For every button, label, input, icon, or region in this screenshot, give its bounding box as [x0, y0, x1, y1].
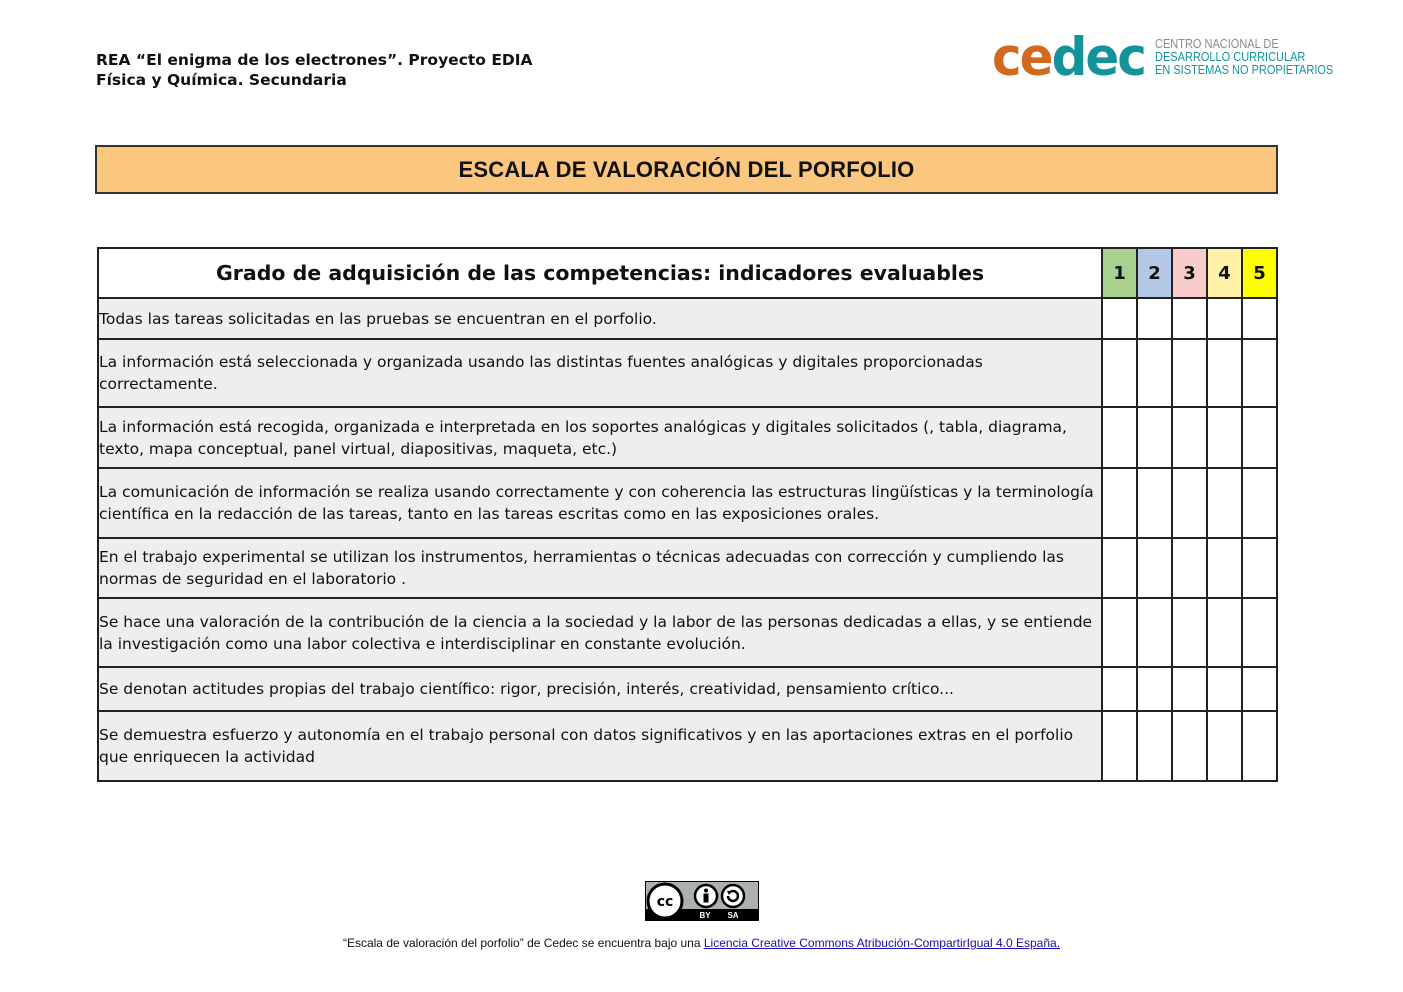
score-cell-4[interactable]	[1207, 711, 1242, 781]
score-header-1: 1	[1102, 248, 1137, 298]
indicators-header: Grado de adquisición de las competencias: indicadores evaluables	[98, 248, 1102, 298]
score-cell-4[interactable]	[1207, 667, 1242, 711]
logo-subtitle-line: CENTRO NACIONAL DE	[1154, 36, 1279, 51]
score-cell-5[interactable]	[1242, 298, 1277, 339]
score-cell-3[interactable]	[1172, 598, 1207, 667]
cc-by-sa-badge	[645, 881, 759, 921]
score-cell-5[interactable]	[1242, 711, 1277, 781]
license-link[interactable]: Licencia Creative Commons Atribución-CompartirIgual 4.0 España.	[703, 936, 1061, 950]
score-cell-3[interactable]	[1172, 538, 1207, 598]
score-cell-2[interactable]	[1137, 538, 1172, 598]
header-subject-line: Física y Química. Secundaria	[96, 71, 347, 89]
table-row	[98, 667, 1277, 711]
indicator-text: La información está seleccionada y organizada usando las distintas fuentes analógicas y digitales proporcionadas correctamente.	[98, 339, 1102, 407]
document-header	[96, 50, 533, 90]
score-cell-5[interactable]	[1242, 667, 1277, 711]
table-row	[98, 711, 1277, 781]
score-cell-1[interactable]	[1102, 339, 1137, 407]
score-cell-2[interactable]	[1137, 468, 1172, 538]
score-cell-1[interactable]	[1102, 298, 1137, 339]
score-cell-2[interactable]	[1137, 339, 1172, 407]
table-header-row	[98, 248, 1277, 298]
table-row	[98, 468, 1277, 538]
score-header-2: 2	[1137, 248, 1172, 298]
score-cell-3[interactable]	[1172, 339, 1207, 407]
cc-icon-label: cc	[656, 894, 674, 910]
score-cell-2[interactable]	[1137, 298, 1172, 339]
page-title: ESCALA DE VALORACIÓN DEL PORFOLIO	[458, 156, 915, 182]
score-cell-1[interactable]	[1102, 538, 1137, 598]
license-notice	[0, 936, 1403, 950]
header-project-line: REA “El enigma de los electrones”. Proyecto EDIA	[96, 51, 533, 69]
score-cell-4[interactable]	[1207, 407, 1242, 468]
indicator-text: En el trabajo experimental se utilizan los instrumentos, herramientas o técnicas adecuadas con corrección y cumpliendo las normas de seguridad en el laboratorio .	[98, 538, 1102, 598]
logo-word-part2: dec	[1051, 26, 1145, 88]
sa-label: SA	[727, 911, 739, 920]
score-header-5: 5	[1242, 248, 1277, 298]
license-text: “Escala de valoración del porfolio” de Cedec se encuentra bajo una	[342, 936, 704, 950]
sa-icon	[722, 885, 744, 907]
table-row	[98, 598, 1277, 667]
indicator-text: Se denotan actitudes propias del trabajo científico: rigor, precisión, interés, creatividad, pensamiento crítico...	[98, 667, 1102, 711]
score-cell-3[interactable]	[1172, 407, 1207, 468]
table-row	[98, 407, 1277, 468]
score-header-4: 4	[1207, 248, 1242, 298]
score-cell-4[interactable]	[1207, 598, 1242, 667]
score-header-3: 3	[1172, 248, 1207, 298]
score-cell-3[interactable]	[1172, 468, 1207, 538]
score-cell-4[interactable]	[1207, 339, 1242, 407]
score-cell-1[interactable]	[1102, 667, 1137, 711]
score-cell-1[interactable]	[1102, 598, 1137, 667]
score-cell-3[interactable]	[1172, 298, 1207, 339]
score-cell-1[interactable]	[1102, 468, 1137, 538]
score-cell-5[interactable]	[1242, 468, 1277, 538]
logo-subtitle-line: EN SISTEMAS NO PROPIETARIOS	[1154, 62, 1334, 77]
table-row	[98, 298, 1277, 339]
score-cell-4[interactable]	[1207, 538, 1242, 598]
page-title-banner	[95, 145, 1278, 194]
score-cell-5[interactable]	[1242, 598, 1277, 667]
logo-subtitle-line: DESARROLLO CURRICULAR	[1154, 49, 1306, 64]
table-row	[98, 538, 1277, 598]
indicator-text: Todas las tareas solicitadas en las pruebas se encuentran en el porfolio.	[98, 298, 1102, 339]
score-cell-3[interactable]	[1172, 711, 1207, 781]
logo-word-part1: ce	[992, 26, 1052, 88]
indicator-text: Se demuestra esfuerzo y autonomía en el trabajo personal con datos significativos y en las aportaciones extras en el porfolio que enriquecen la actividad	[98, 711, 1102, 781]
by-label: BY	[699, 911, 711, 920]
score-cell-5[interactable]	[1242, 538, 1277, 598]
indicator-text: La comunicación de información se realiza usando correctamente y con coherencia las estructuras lingüísticas y la terminología científica en la redacción de las tareas, tanto en las tareas escritas como en las exposiciones orales.	[98, 468, 1102, 538]
score-cell-1[interactable]	[1102, 407, 1137, 468]
score-cell-4[interactable]	[1207, 298, 1242, 339]
score-cell-5[interactable]	[1242, 339, 1277, 407]
indicator-text: Se hace una valoración de la contribución de la ciencia a la sociedad y la labor de las personas dedicadas a ellas, y se entiende la investigación como una labor colectiva e interdisciplinar en constante evolución.	[98, 598, 1102, 667]
logo-subtitle	[1155, 38, 1333, 77]
cedec-logo	[992, 26, 1358, 88]
score-cell-1[interactable]	[1102, 711, 1137, 781]
indicator-text: La información está recogida, organizada e interpretada en los soportes analógicas y digitales solicitados (, tabla, diagrama, texto, mapa conceptual, panel virtual, diapositivas, maqueta, etc.)	[98, 407, 1102, 468]
table-row	[98, 339, 1277, 407]
score-cell-2[interactable]	[1137, 711, 1172, 781]
score-cell-2[interactable]	[1137, 407, 1172, 468]
cedec-logo-word	[992, 26, 1145, 88]
score-cell-2[interactable]	[1137, 598, 1172, 667]
rubric-table	[97, 247, 1278, 782]
score-cell-3[interactable]	[1172, 667, 1207, 711]
score-cell-2[interactable]	[1137, 667, 1172, 711]
score-cell-4[interactable]	[1207, 468, 1242, 538]
score-cell-5[interactable]	[1242, 407, 1277, 468]
